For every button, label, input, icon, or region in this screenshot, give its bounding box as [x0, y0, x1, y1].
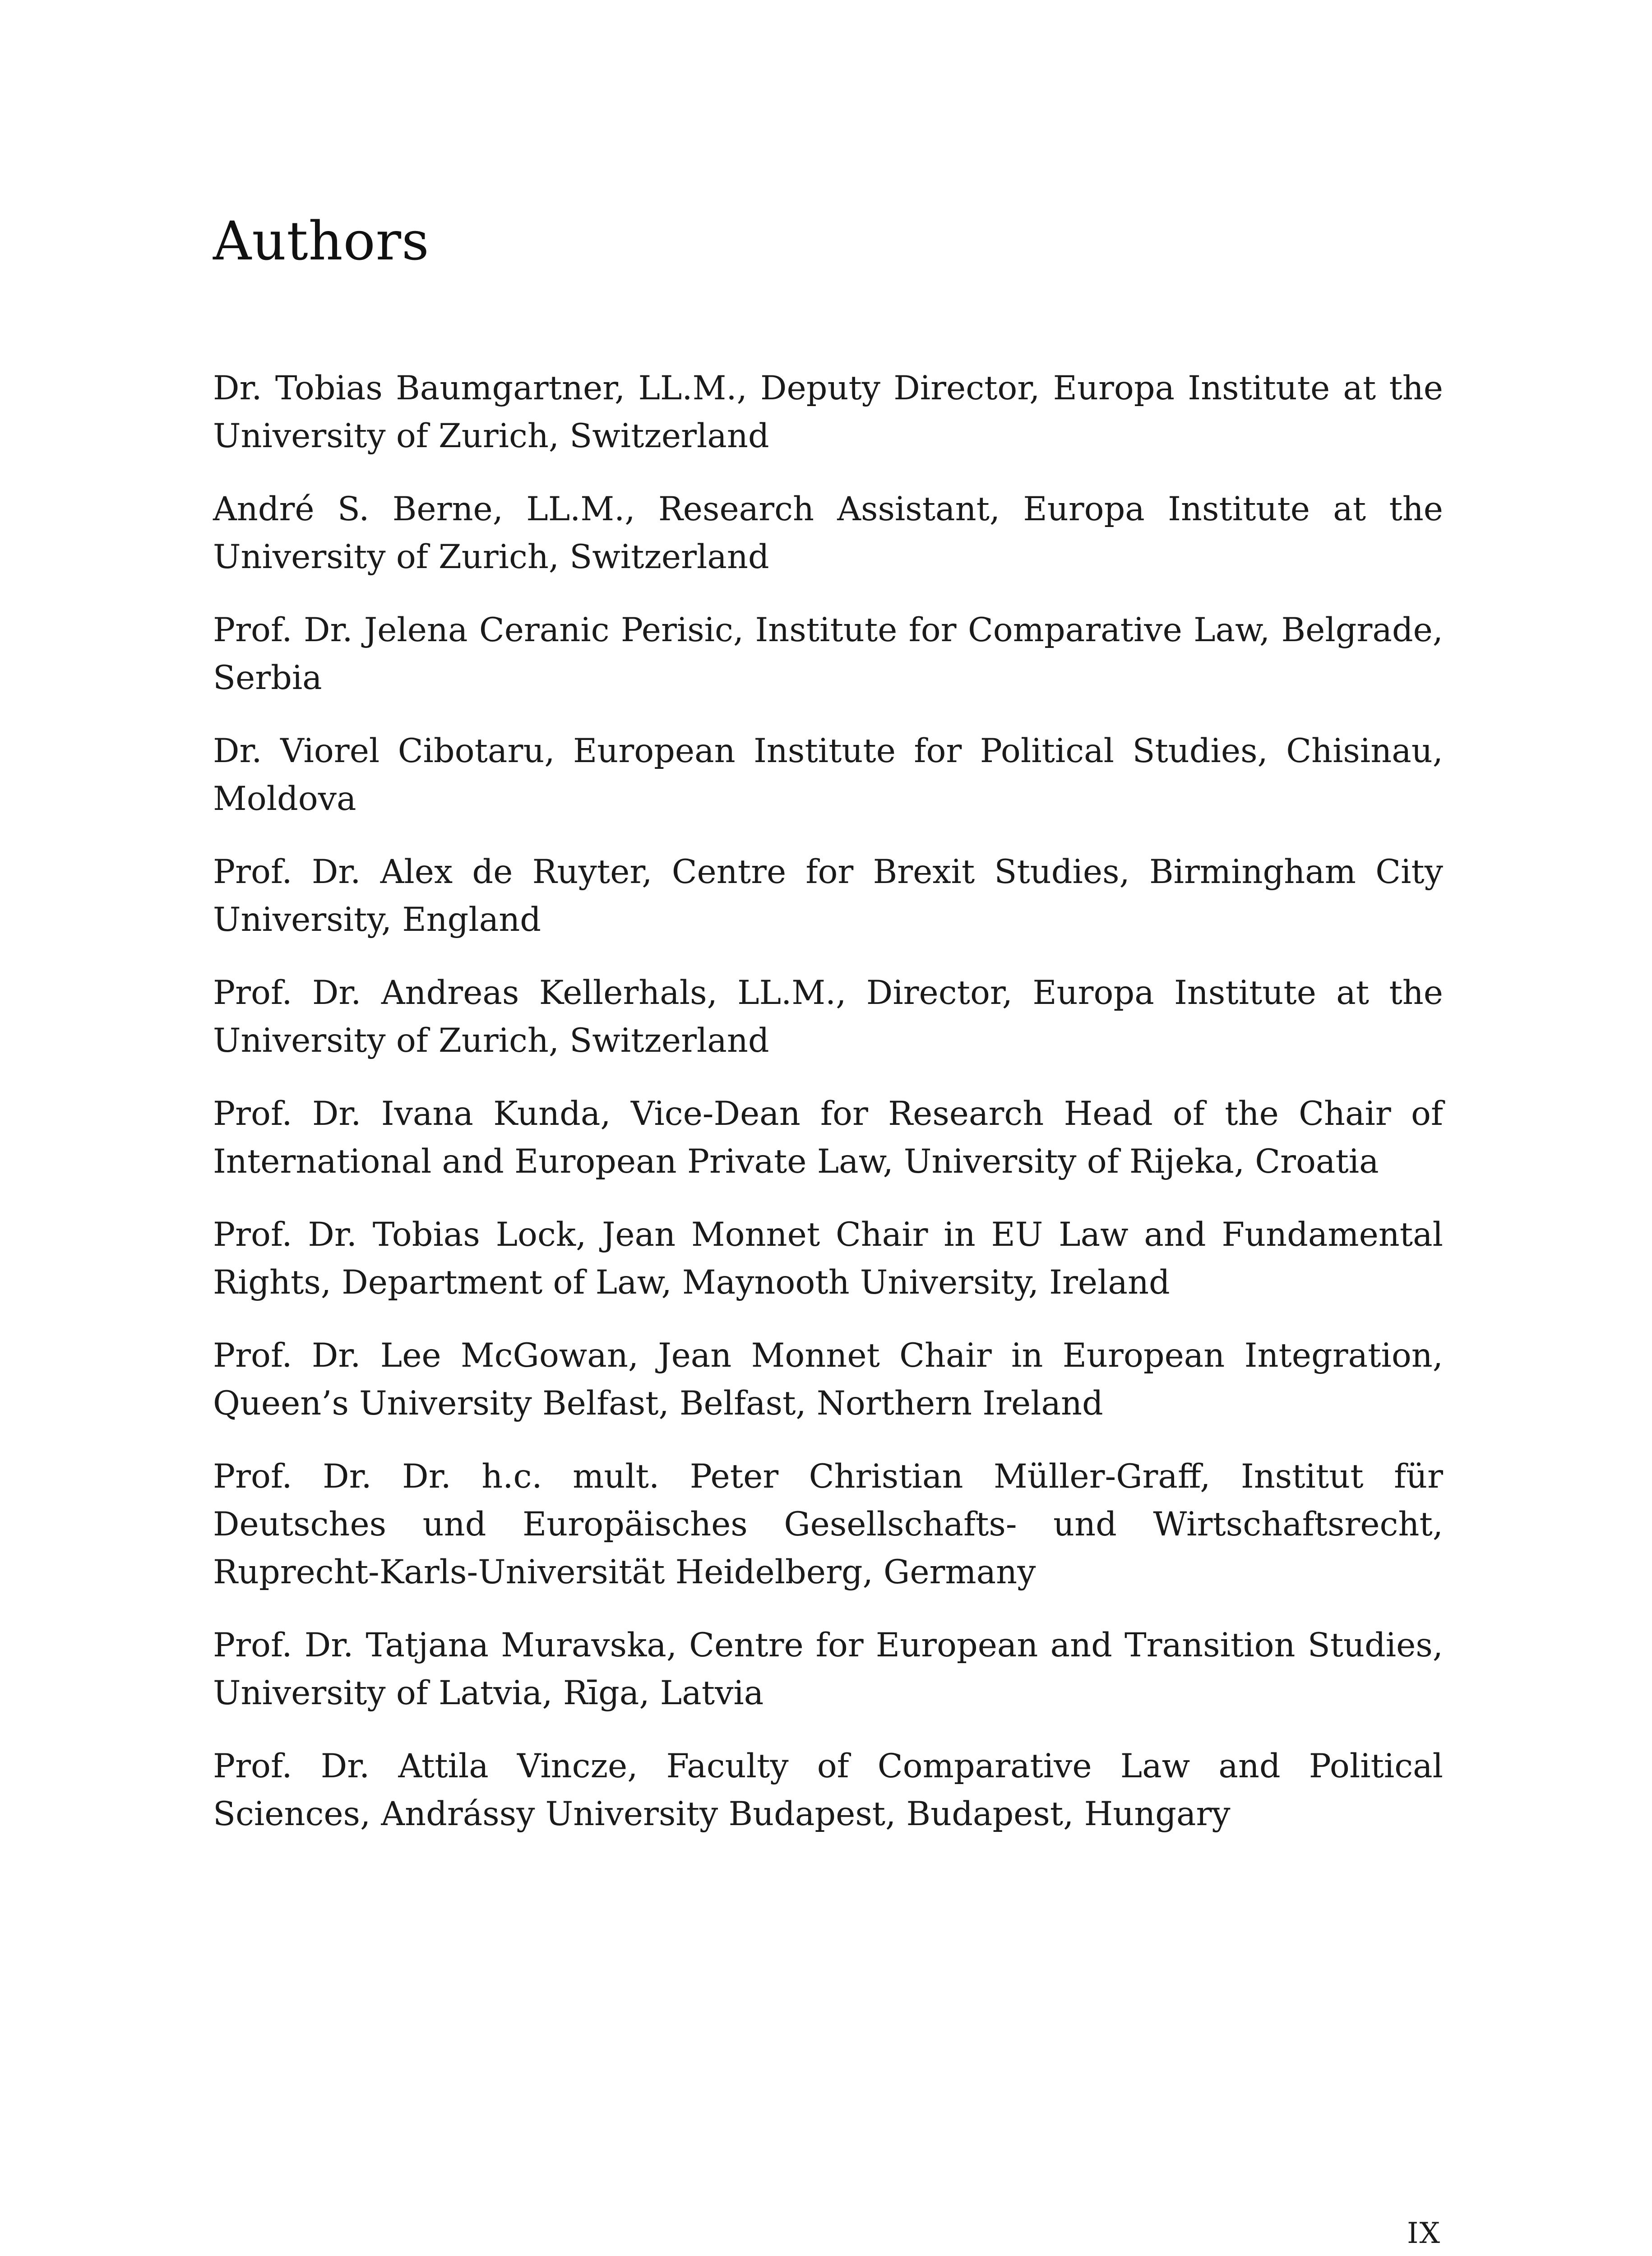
author-entry: Prof. Dr. Dr. h.c. mult. Peter Christian Müller-Graff, Institut für Deutsches und Europäisches Gesellschafts- und Wirtschaftsrecht, Ruprecht-Karls-Universität Heidelberg, Germany: [213, 1457, 1443, 1591]
author-entry: Prof. Dr. Andreas Kellerhals, LL.M., Director, Europa Institute at the University of Zurich, Switzerland: [213, 974, 1443, 1060]
author-entry: André S. Berne, LL.M., Research Assistant, Europa Institute at the University of Zurich, Switzerland: [213, 490, 1443, 576]
author-entry: Prof. Dr. Lee McGowan, Jean Monnet Chair in European Integration, Queen’s University Belfast, Belfast, Northern Ireland: [213, 1336, 1443, 1423]
author-entry: Dr. Viorel Cibotaru, European Institute for Political Studies, Chisinau, Moldova: [213, 732, 1443, 818]
page-number: IX: [1407, 2217, 1441, 2250]
author-entry: Prof. Dr. Jelena Ceranic Perisic, Institute for Comparative Law, Belgrade, Serbia: [213, 611, 1443, 697]
author-entry: Dr. Tobias Baumgartner, LL.M., Deputy Director, Europa Institute at the University of Zurich, Switzerland: [213, 369, 1443, 455]
author-list: [213, 365, 1443, 1863]
author-entry: Prof. Dr. Attila Vincze, Faculty of Comparative Law and Political Sciences, Andrássy University Budapest, Budapest, Hungary: [213, 1747, 1443, 1833]
author-entry: Prof. Dr. Tobias Lock, Jean Monnet Chair in EU Law and Fundamental Rights, Department of Law, Maynooth University, Ireland: [213, 1216, 1443, 1302]
author-entry: Prof. Dr. Alex de Ruyter, Centre for Brexit Studies, Birmingham City University, England: [213, 853, 1443, 939]
page-title: Authors: [213, 210, 430, 272]
author-entry: Prof. Dr. Tatjana Muravska, Centre for European and Transition Studies, University of Latvia, Rīga, Latvia: [213, 1626, 1443, 1712]
author-entry: Prof. Dr. Ivana Kunda, Vice-Dean for Research Head of the Chair of International and European Private Law, University of Rijeka, Croatia: [213, 1095, 1443, 1181]
